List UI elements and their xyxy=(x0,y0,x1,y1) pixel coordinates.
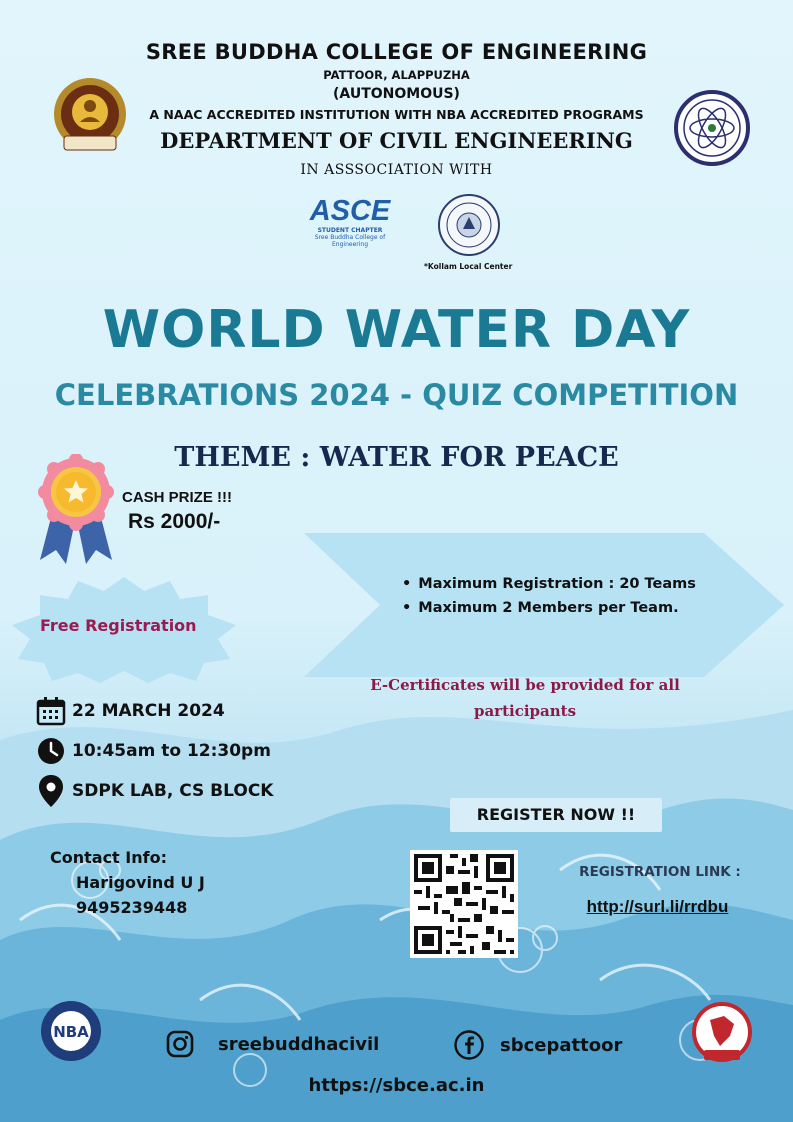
college-location: PATTOOR, ALAPPUZHA xyxy=(323,68,470,82)
event-date: 22 MARCH 2024 xyxy=(72,701,225,721)
facebook-icon xyxy=(454,1030,484,1060)
naac-logo xyxy=(690,1002,754,1064)
event-time: 10:45am to 12:30pm xyxy=(72,741,271,761)
nba-logo xyxy=(40,1000,102,1062)
registration-link-label: REGISTRATION LINK : xyxy=(579,864,741,880)
registration-qr-code[interactable] xyxy=(410,850,518,958)
asce-sub-3: Engineering xyxy=(332,241,368,248)
college-name: SREE BUDDHA COLLEGE OF ENGINEERING xyxy=(145,40,648,64)
certificate-note: E-Certificates will be provided for all participants xyxy=(370,676,680,720)
svg-text:NBA: NBA xyxy=(53,1023,89,1041)
rule-max-members: • Maximum 2 Members per Team. xyxy=(402,596,696,620)
cash-prize-amount: Rs 2000/- xyxy=(128,510,221,533)
instagram-handle: sreebuddhacivil xyxy=(218,1033,380,1055)
autonomous-status: (AUTONOMOUS) xyxy=(333,86,460,102)
contact-phone: 9495239448 xyxy=(76,898,188,917)
event-venue: SDPK LAB, CS BLOCK xyxy=(72,781,274,801)
award-medal-icon xyxy=(34,454,118,566)
location-pin-icon xyxy=(36,775,66,807)
event-venue-row xyxy=(36,775,273,807)
contact-heading: Contact Info: xyxy=(50,848,167,867)
calendar-icon xyxy=(36,695,66,727)
registration-link[interactable]: http://surl.li/rrdbu xyxy=(586,897,729,916)
accreditation-line: A NAAC ACCREDITED INSTITUTION WITH NBA ACCREDITED PROGRAMS xyxy=(149,107,644,122)
instagram-handle-row[interactable] xyxy=(166,1030,379,1058)
asce-sub-2: Sree Buddha College of xyxy=(314,234,386,241)
facebook-handle: sbcepattoor xyxy=(500,1034,623,1056)
event-time-row xyxy=(36,735,271,767)
free-registration-label: Free Registration xyxy=(40,616,197,635)
department-name: DEPARTMENT OF CIVIL ENGINEERING xyxy=(160,128,633,153)
association-line: IN ASSSOCIATION WITH xyxy=(300,162,493,178)
rules-list xyxy=(402,572,696,620)
asce-logo xyxy=(300,196,400,248)
contact-name: Harigovind U J xyxy=(76,873,205,892)
event-date-row xyxy=(36,695,225,727)
website-link[interactable]: https://sbce.ac.in xyxy=(308,1075,485,1096)
event-theme: THEME : WATER FOR PEACE xyxy=(174,442,619,473)
cash-prize-label: CASH PRIZE !!! xyxy=(122,489,232,506)
register-now-label: REGISTER NOW !! xyxy=(476,805,636,824)
facebook-handle-row[interactable] xyxy=(454,1030,622,1060)
event-subtitle: CELEBRATIONS 2024 - QUIZ COMPETITION xyxy=(54,378,739,412)
event-title: WORLD WATER DAY xyxy=(102,300,691,360)
ie-seal xyxy=(436,194,502,256)
instagram-icon xyxy=(166,1030,194,1058)
clock-icon xyxy=(36,735,66,767)
asce-sub-1: STUDENT CHAPTER xyxy=(317,227,383,234)
rule-max-teams: • Maximum Registration : 20 Teams xyxy=(402,572,696,596)
asce-logo-text: ASCE xyxy=(309,195,391,227)
ie-caption: *Kollam Local Center xyxy=(424,262,513,271)
